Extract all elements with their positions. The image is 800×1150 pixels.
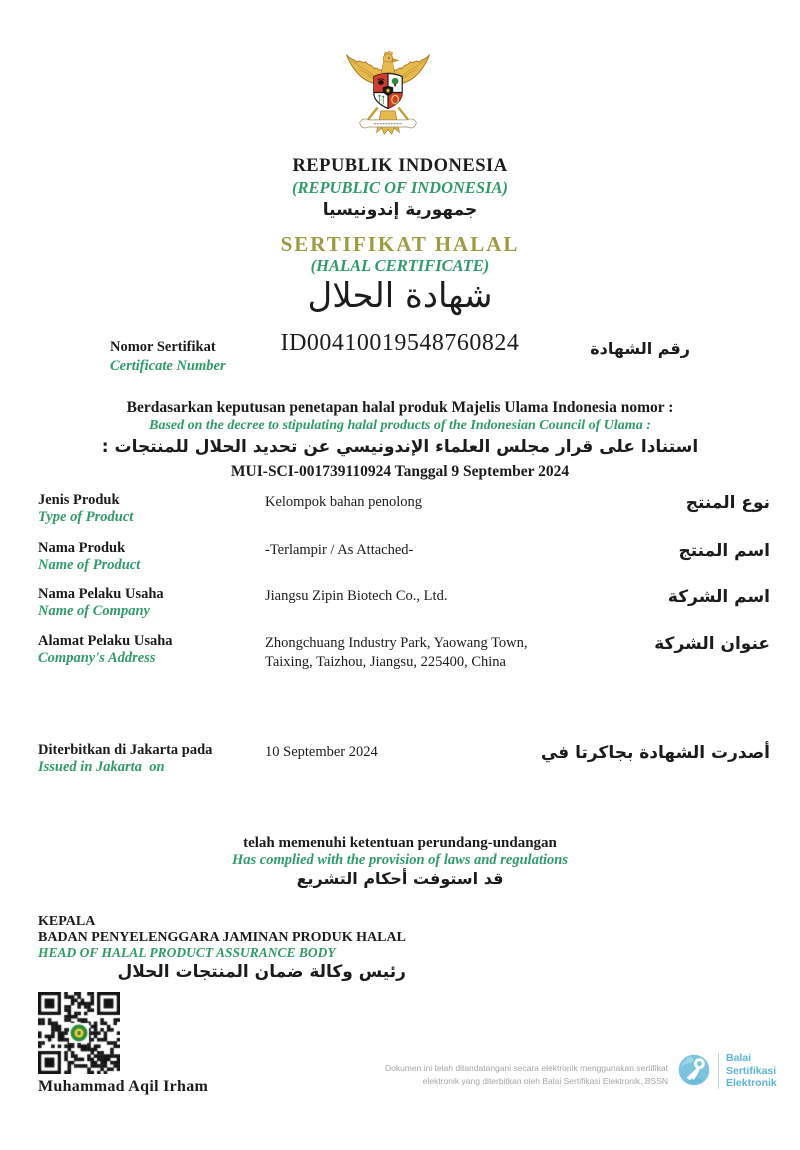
field-value: Zhongchuang Industry Park, Yaowang Town, Taixing, Taizhou, Jiangsu, 225400, China: [265, 635, 528, 670]
field-label: [38, 586, 164, 620]
disclaimer-line-1: Dokumen ini telah ditandatangani secara elektronik menggunakan sertifikat: [384, 1063, 668, 1073]
field-row-company-name: [0, 586, 800, 632]
signatory-title-kepala: KEPALA: [38, 914, 96, 929]
certificate-number-label-ar: رقم الشهادة: [590, 339, 690, 358]
field-label-id: Jenis Produk: [38, 492, 120, 508]
field-label: [38, 492, 133, 526]
decree-line-en: Based on the decree to stipulating halal products of the Indonesian Council of Ulama :: [149, 418, 651, 433]
decree-reference: MUI-SCI-001739110924 Tanggal 9 September 2024: [230, 463, 570, 480]
disclaimer-line-2: elektronik yang diterbitkan oleh Balai Sertifikasi Elektronik, BSSN: [422, 1076, 668, 1086]
field-label-en: Type of Product: [38, 509, 134, 525]
bse-key-globe-icon: [676, 1052, 712, 1088]
bse-logo-line-2: Sertifikasi: [726, 1064, 777, 1077]
garuda-pancasila-emblem-icon: [336, 34, 440, 150]
country-name: REPUBLIK INDONESIA: [292, 156, 508, 176]
field-label-ar: أصدرت الشهادة بجاكرتا في: [540, 743, 770, 763]
field-label-en: Company's Address: [38, 650, 156, 666]
field-label-en: Issued in Jakarta on: [38, 759, 165, 775]
country-name-en: (REPUBLIC OF INDONESIA): [291, 178, 509, 197]
certificate-number-label-en: Certificate Number: [110, 358, 226, 374]
field-label-ar: عنوان الشركة: [654, 634, 770, 654]
field-label: [38, 540, 140, 574]
certificate-title-en: (HALAL CERTIFICATE): [310, 256, 490, 275]
bse-logo-line-3: Elektronik: [726, 1077, 777, 1089]
bse-logo-wordmark: [726, 1052, 777, 1090]
field-label-id: Nama Produk: [38, 540, 126, 556]
field-value: Jiangsu Zipin Biotech Co., Ltd.: [265, 588, 448, 604]
field-row-issued-date: [0, 742, 800, 788]
qr-code: [38, 992, 120, 1074]
certificate-title-ar: شهادة الحلال: [307, 276, 493, 316]
bse-logo-line-1: Balai: [726, 1052, 752, 1064]
field-label-ar: اسم الشركة: [667, 587, 770, 607]
field-value: 10 September 2024: [265, 744, 378, 760]
field-label-en: Name of Product: [38, 557, 141, 573]
field-label-id: Diterbitkan di Jakarta pada: [38, 742, 213, 758]
signatory-title-block: [38, 914, 406, 980]
field-value: Kelompok bahan penolong: [265, 494, 423, 510]
field-label: [38, 742, 212, 776]
certificate-number-label-id: Nomor Sertifikat: [110, 339, 216, 355]
certificate-title: SERTIFIKAT HALAL: [280, 232, 520, 256]
electronic-signature-disclaimer: [288, 1062, 668, 1088]
country-name-ar: جمهورية إندونيسيا: [322, 200, 478, 220]
certificate-number-value: ID00410019548760824: [280, 330, 520, 356]
field-row-company-address: [0, 633, 800, 679]
signatory-name: Muhammad Aqil Irham: [38, 1078, 209, 1095]
field-value: -Terlampir / As Attached-: [265, 542, 414, 558]
garuda-emblem-svg: [336, 34, 440, 150]
field-label-id: Alamat Pelaku Usaha: [38, 633, 173, 649]
signatory-title-en: HEAD OF HALAL PRODUCT ASSURANCE BODY: [38, 945, 336, 960]
bse-logo-divider: [718, 1053, 719, 1089]
compliance-line-en: Has complied with the provision of laws and regulations: [232, 852, 568, 868]
field-label-en: Name of Company: [38, 603, 150, 619]
field-label-ar: اسم المنتج: [678, 541, 770, 561]
field-label-ar: نوع المنتج: [685, 493, 770, 513]
compliance-line-ar: قد استوفت أحكام التشريع: [296, 869, 504, 888]
field-label-id: Nama Pelaku Usaha: [38, 586, 164, 602]
compliance-line-id: telah memenuhi ketentuan perundang-undangan: [243, 835, 557, 851]
decree-line-id: Berdasarkan keputusan penetapan halal produk Majelis Ulama Indonesia nomor :: [126, 399, 674, 416]
decree-line-ar: استنادا على قرار مجلس العلماء الإندونيسي عن تحديد الحلال للمنتجات :: [101, 437, 699, 457]
field-row-product-type: [0, 492, 800, 538]
field-label: [38, 633, 173, 667]
signatory-title-ar: رئيس وكالة ضمان المنتجات الحلال: [117, 961, 406, 982]
signatory-title-agency: BADAN PENYELENGGARA JAMINAN PRODUK HALAL: [38, 929, 406, 945]
field-row-product-name: [0, 540, 800, 586]
